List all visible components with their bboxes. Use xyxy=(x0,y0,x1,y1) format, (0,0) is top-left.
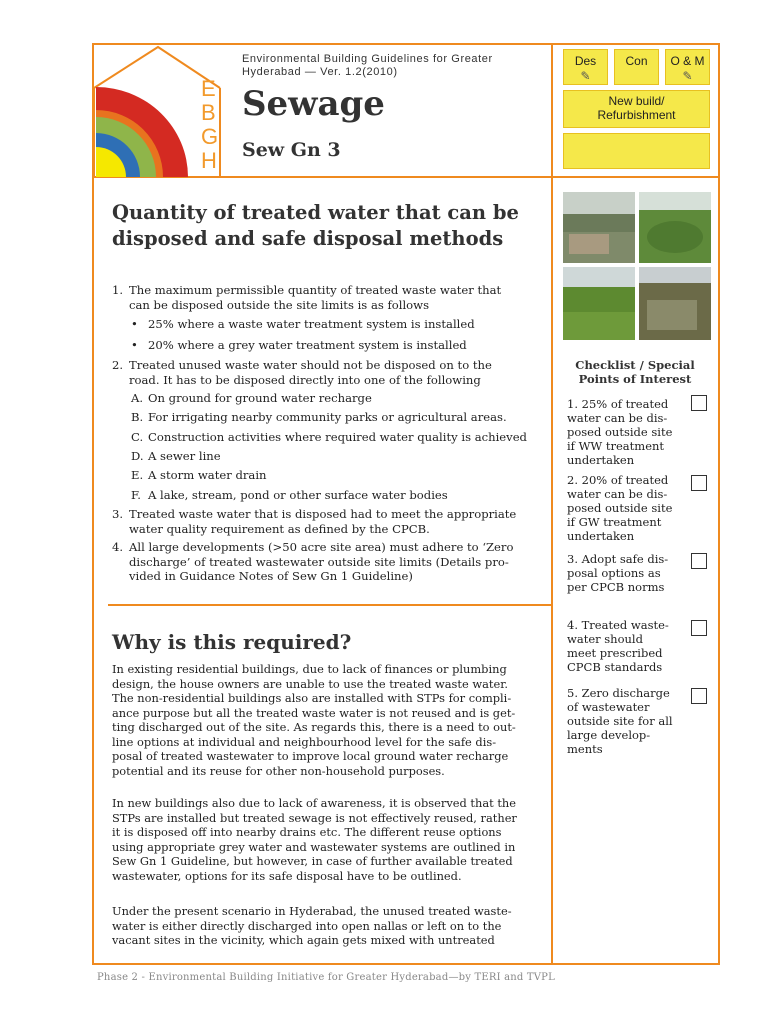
paragraph xyxy=(112,904,542,948)
phase-con-box xyxy=(614,49,659,85)
logo-letter-g: G xyxy=(201,124,219,149)
checklist-line: posed outside site xyxy=(567,501,673,515)
list-text: On ground for ground water recharge xyxy=(148,391,372,405)
page-footer: Phase 2 - Environmental Building Initiative for Greater Hyderabad—by TERI and TVPL xyxy=(97,972,555,983)
checklist-line: if GW treatment xyxy=(567,515,662,529)
list-item xyxy=(112,507,542,536)
paragraph-line: potential and its reuse for other non-household purposes. xyxy=(112,763,445,778)
list-item xyxy=(131,430,527,445)
applicability-box xyxy=(563,90,710,128)
checklist-line: 1. 25% of treated xyxy=(567,397,669,411)
list-text: A sewer line xyxy=(148,449,221,463)
column-divider xyxy=(551,43,553,965)
checklist-line: undertaken xyxy=(567,529,635,543)
list-item xyxy=(112,358,542,387)
paragraph-line: vacant sites in the vicinity, which again gets mixed with untreated xyxy=(112,933,495,947)
phase-con-label: Con xyxy=(625,54,648,68)
checklist-line: 4. Treated waste- xyxy=(567,618,669,632)
paragraph-line: The non-residential buildings also are installed with STPs for compli- xyxy=(112,691,512,705)
checklist-item xyxy=(567,552,679,594)
checklist-heading-line: Checklist / Special xyxy=(575,358,695,372)
paragraph-line: wastewater, options for its safe disposal have to be outlined. xyxy=(112,868,462,883)
checklist-line: if WW treatment xyxy=(567,439,665,453)
paragraph-line: water is either directly discharged into open nallas or left on to the xyxy=(112,918,502,933)
checklist-line: undertaken xyxy=(567,453,635,467)
list-item xyxy=(112,283,542,312)
paragraph xyxy=(112,662,542,778)
logo-letter-h: H xyxy=(201,148,217,173)
list-item xyxy=(131,410,507,425)
list-item xyxy=(131,391,372,406)
list-number: 3. xyxy=(112,507,124,521)
list-line: can be disposed outside the site limits is as follows xyxy=(129,297,430,312)
paragraph-line: Under the present scenario in Hyderabad, the unused treated waste- xyxy=(112,904,512,918)
applicability-line-1: New build/ xyxy=(608,94,665,108)
checklist-item xyxy=(567,686,679,756)
bullet-icon: • xyxy=(131,317,138,331)
checklist-checkbox[interactable] xyxy=(691,620,707,636)
paragraph xyxy=(112,796,542,883)
list-item xyxy=(131,488,448,503)
phase-om-label: O & M xyxy=(670,54,705,68)
list-item xyxy=(131,449,221,464)
list-letter: D. xyxy=(131,449,144,463)
paragraph-line: STPs are installed but treated sewage is not effectively reused, rather xyxy=(112,810,517,825)
checklist-line: of wastewater xyxy=(567,700,650,714)
checklist-line: per CPCB norms xyxy=(567,580,665,594)
list-item xyxy=(131,468,267,483)
list-text: For irrigating nearby community parks or agricultural areas. xyxy=(148,410,507,424)
list-letter: B. xyxy=(131,410,144,424)
checklist-line: 3. Adopt safe dis- xyxy=(567,552,669,566)
list-letter: A. xyxy=(131,391,144,405)
checklist-checkbox[interactable] xyxy=(691,688,707,704)
list-text: A storm water drain xyxy=(148,468,267,482)
blank-yellow-box xyxy=(563,133,710,169)
checklist-line: 2. 20% of treated xyxy=(567,473,669,487)
paragraph-line: ting discharged out of the site. As regards this, there is a need to out- xyxy=(112,720,516,734)
list-line: road. It has to be disposed directly into one of the following xyxy=(129,372,481,387)
paragraph-line: In existing residential buildings, due to lack of finances or plumbing xyxy=(112,662,507,676)
checklist-item xyxy=(567,397,679,467)
checklist-line: 5. Zero discharge xyxy=(567,686,670,700)
sewage-photo-collage xyxy=(563,192,711,340)
checklist-checkbox[interactable] xyxy=(691,475,707,491)
phase-des-label: Des xyxy=(574,54,597,68)
list-text: A lake, stream, pond or other surface water bodies xyxy=(148,488,448,502)
paragraph-line: it is disposed off into nearby drains etc. The different reuse options xyxy=(112,825,502,839)
section-divider xyxy=(108,604,552,606)
checklist-heading-line: Points of Interest xyxy=(578,372,692,386)
ebgh-logo xyxy=(92,43,242,177)
list-item xyxy=(131,338,467,353)
bullet-icon: • xyxy=(131,338,138,352)
list-letter: C. xyxy=(131,430,144,444)
sidebar-header-divider xyxy=(552,176,720,178)
paragraph-line: Sew Gn 1 Guideline, but however, in case of further available treated xyxy=(112,854,513,868)
list-line: All large developments (>50 acre site area) must adhere to ‘Zero xyxy=(129,540,514,554)
checklist-line: meet prescribed xyxy=(567,646,663,660)
logo-letter-e: E xyxy=(201,76,216,101)
list-line: The maximum permissible quantity of treated waste water that xyxy=(129,283,502,297)
paragraph-line: design, the house owners are unable to use the treated waste water. xyxy=(112,676,509,691)
checklist-line: posed outside site xyxy=(567,425,673,439)
checklist-line: outside site for all xyxy=(567,714,673,728)
list-item xyxy=(131,317,475,332)
bullet-text: 25% where a waste water treatment system is installed xyxy=(148,317,475,331)
paragraph-line: using appropriate grey water and wastewater systems are outlined in xyxy=(112,839,516,854)
guideline-code: Sew Gn 3 xyxy=(242,139,341,161)
phase-om-box xyxy=(665,49,710,85)
guideline-series: Environmental Building Guidelines for Greater Hyderabad — Ver. 1.2(2010) xyxy=(242,53,493,78)
checklist-checkbox[interactable] xyxy=(691,395,707,411)
list-number: 4. xyxy=(112,540,124,554)
checklist-line: CPCB standards xyxy=(567,660,663,674)
document-icon: ✎ xyxy=(580,69,591,83)
document-icon: ✎ xyxy=(682,69,693,83)
checklist-item xyxy=(567,618,679,674)
logo-letter-b: B xyxy=(201,100,216,125)
list-item xyxy=(112,540,542,584)
checklist-line: large develop- xyxy=(567,728,651,742)
list-letter: F. xyxy=(131,488,141,502)
section-heading: Quantity of treated water that can be disposed and safe disposal methods xyxy=(112,201,519,250)
checklist-heading xyxy=(560,358,710,386)
list-line: discharge’ of treated wastewater outside site limits (Details pro- xyxy=(129,554,509,569)
checklist-line: water can be dis- xyxy=(567,487,668,501)
paragraph-line: ance purpose but all the treated waste water is not reused and is get- xyxy=(112,705,516,720)
checklist-item xyxy=(567,473,679,543)
list-letter: E. xyxy=(131,468,144,482)
paragraph-line: line options at individual and neighbourhood level for the safe dis- xyxy=(112,734,497,749)
list-line: Treated unused waste water should not be disposed on to the xyxy=(129,358,492,372)
checklist-line: water should xyxy=(567,632,643,646)
checklist-checkbox[interactable] xyxy=(691,553,707,569)
list-number: 1. xyxy=(112,283,124,297)
list-line: vided in Guidance Notes of Sew Gn 1 Guideline) xyxy=(129,569,413,583)
list-text: Construction activities where required water quality is achieved xyxy=(148,430,527,444)
checklist-line: ments xyxy=(567,742,603,756)
checklist-line: water can be dis- xyxy=(567,411,668,425)
page-title: Sewage xyxy=(242,84,385,124)
paragraph-line: posal of treated wastewater to improve local ground water recharge xyxy=(112,749,509,763)
why-heading: Why is this required? xyxy=(112,630,352,654)
phase-des-box xyxy=(563,49,608,85)
list-number: 2. xyxy=(112,358,124,372)
bullet-text: 20% where a grey water treatment system is installed xyxy=(148,338,467,352)
list-line: water quality requirement as defined by the CPCB. xyxy=(129,521,430,536)
checklist-line: posal options as xyxy=(567,566,661,580)
applicability-line-2: Refurbishment xyxy=(597,108,676,122)
paragraph-line: In new buildings also due to lack of awareness, it is observed that the xyxy=(112,796,516,810)
list-line: Treated waste water that is disposed had to meet the appropriate xyxy=(129,507,517,521)
